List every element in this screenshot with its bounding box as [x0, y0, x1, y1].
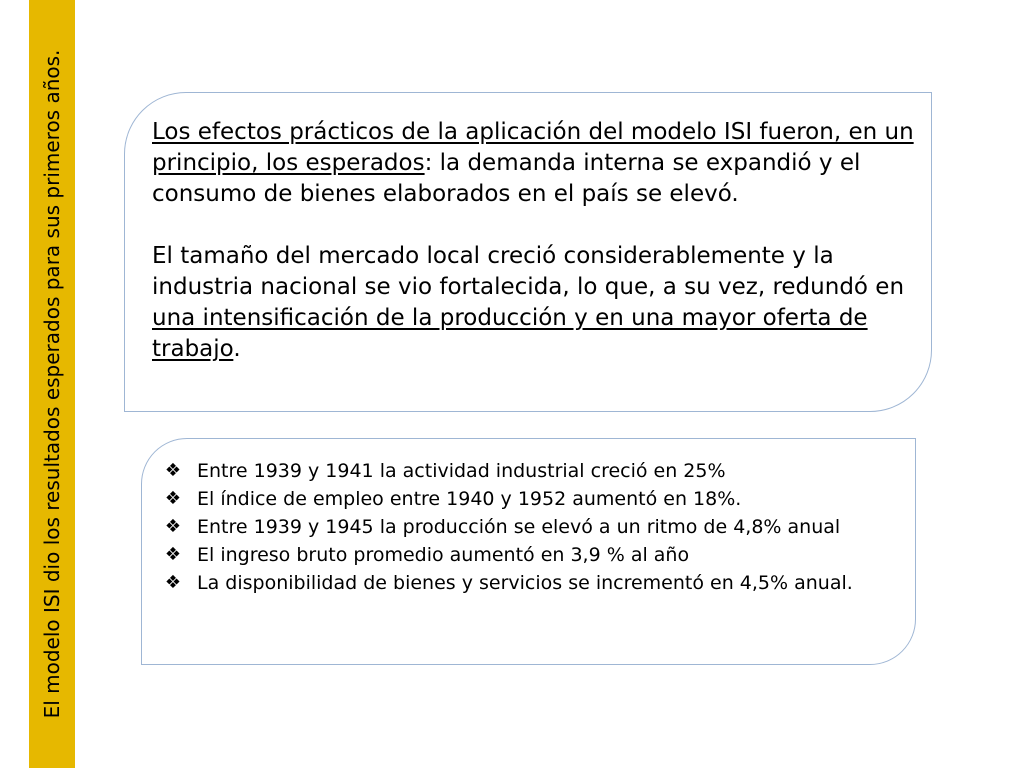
bullet-item	[162, 457, 882, 485]
top-text-box	[124, 92, 932, 412]
bottom-bullet-box	[141, 438, 916, 665]
diamond-bullet-icon: ❖	[164, 516, 182, 537]
diamond-bullet-icon: ❖	[164, 488, 182, 509]
bullet-text: La disponibilidad de bienes y servicios se incrementó en 4,5% anual.	[197, 572, 853, 594]
bullet-text: El ingreso bruto promedio aumentó en 3,9 % al año	[197, 544, 690, 566]
diamond-bullet-icon: ❖	[164, 572, 182, 593]
paragraph-1-rest: : la demanda interna se expandió y el consumo de bienes elaborados en el país se elevó.	[152, 150, 861, 207]
bullet-text: Entre 1939 y 1941 la actividad industrial creció en 25%	[197, 460, 726, 482]
paragraph-2-underlined: una intensificación de la producción y en una mayor oferta de trabajo	[152, 305, 868, 362]
bullet-text: El índice de empleo entre 1940 y 1952 aumentó en 18%.	[197, 488, 742, 510]
diamond-bullet-icon: ❖	[164, 544, 182, 565]
bullet-item	[162, 513, 882, 541]
bullet-text: Entre 1939 y 1945 la producción se elevó a un ritmo de 4,8% anual	[197, 516, 841, 538]
paragraph-2-lead: El tamaño del mercado local creció considerablemente y la industria nacional se vio fortalecida, lo que, a su vez, redundó en	[152, 243, 905, 300]
bullet-list	[162, 457, 882, 597]
bullet-item	[162, 569, 882, 597]
paragraph-1	[152, 117, 922, 210]
side-title: El modelo ISI dio los resultados esperados para sus primeros años.	[40, 49, 64, 719]
bullet-item	[162, 541, 882, 569]
diamond-bullet-icon: ❖	[164, 460, 182, 481]
paragraph-2-end: .	[233, 336, 241, 362]
paragraph-1-underlined: Los efectos prácticos de la aplicación del modelo ISI fueron, en un principio, los esperados	[152, 119, 914, 176]
paragraph-2	[152, 241, 922, 365]
bullet-item	[162, 485, 882, 513]
top-text-content	[152, 117, 922, 365]
